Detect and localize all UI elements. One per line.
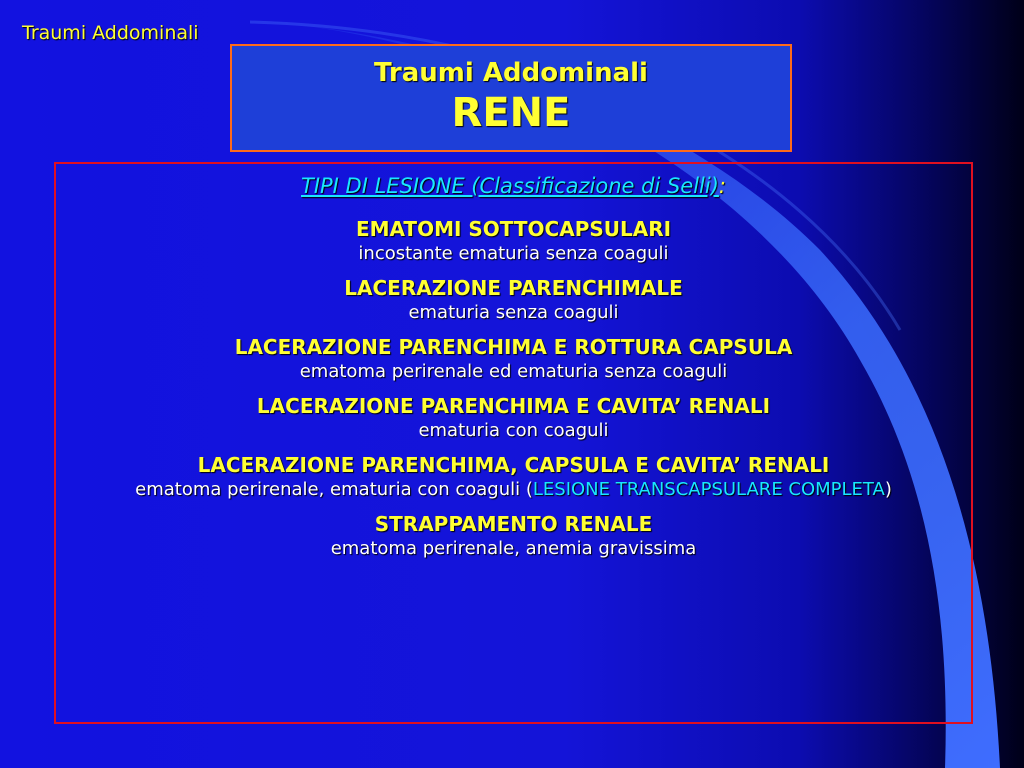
lesion-desc-pre: ematoma perirenale, ematuria con coaguli ( xyxy=(135,479,533,500)
lesion-desc: ematuria con coaguli xyxy=(418,420,609,441)
heading-text: TIPI DI LESIONE (Classificazione di Selli) xyxy=(301,174,719,198)
lesion-item xyxy=(56,393,971,442)
lesion-item xyxy=(56,275,971,324)
lesion-types-heading xyxy=(56,174,971,198)
corner-title: Traumi Addominali xyxy=(22,22,199,44)
lesion-desc: ematuria senza coaguli xyxy=(408,302,619,323)
lesion-title: STRAPPAMENTO RENALE xyxy=(374,512,653,536)
title-box xyxy=(230,44,792,152)
heading-colon: : xyxy=(718,174,726,198)
lesion-item xyxy=(56,452,971,501)
lesion-title: EMATOMI SOTTOCAPSULARI xyxy=(355,217,672,241)
lesion-title: LACERAZIONE PARENCHIMA, CAPSULA E CAVITA’ RENALI xyxy=(197,453,830,477)
lesion-desc-highlight: LESIONE TRANSCAPSULARE COMPLETA xyxy=(532,479,885,500)
title-line1: Traumi Addominali xyxy=(374,58,648,88)
lesion-desc: incostante ematuria senza coaguli xyxy=(358,243,669,264)
lesion-title: LACERAZIONE PARENCHIMALE xyxy=(344,276,683,300)
content-box xyxy=(54,162,973,724)
lesion-item xyxy=(56,511,971,560)
lesion-desc-post: ) xyxy=(884,479,892,500)
lesion-desc: ematoma perirenale ed ematuria senza coaguli xyxy=(299,361,728,382)
title-line2: RENE xyxy=(451,90,571,136)
lesion-title: LACERAZIONE PARENCHIMA E ROTTURA CAPSULA xyxy=(234,335,793,359)
lesion-title: LACERAZIONE PARENCHIMA E CAVITA’ RENALI xyxy=(256,394,771,418)
lesion-list xyxy=(56,216,971,560)
lesion-item xyxy=(56,216,971,265)
lesion-desc: ematoma perirenale, anemia gravissima xyxy=(330,538,697,559)
lesion-desc xyxy=(56,478,971,501)
lesion-item xyxy=(56,334,971,383)
